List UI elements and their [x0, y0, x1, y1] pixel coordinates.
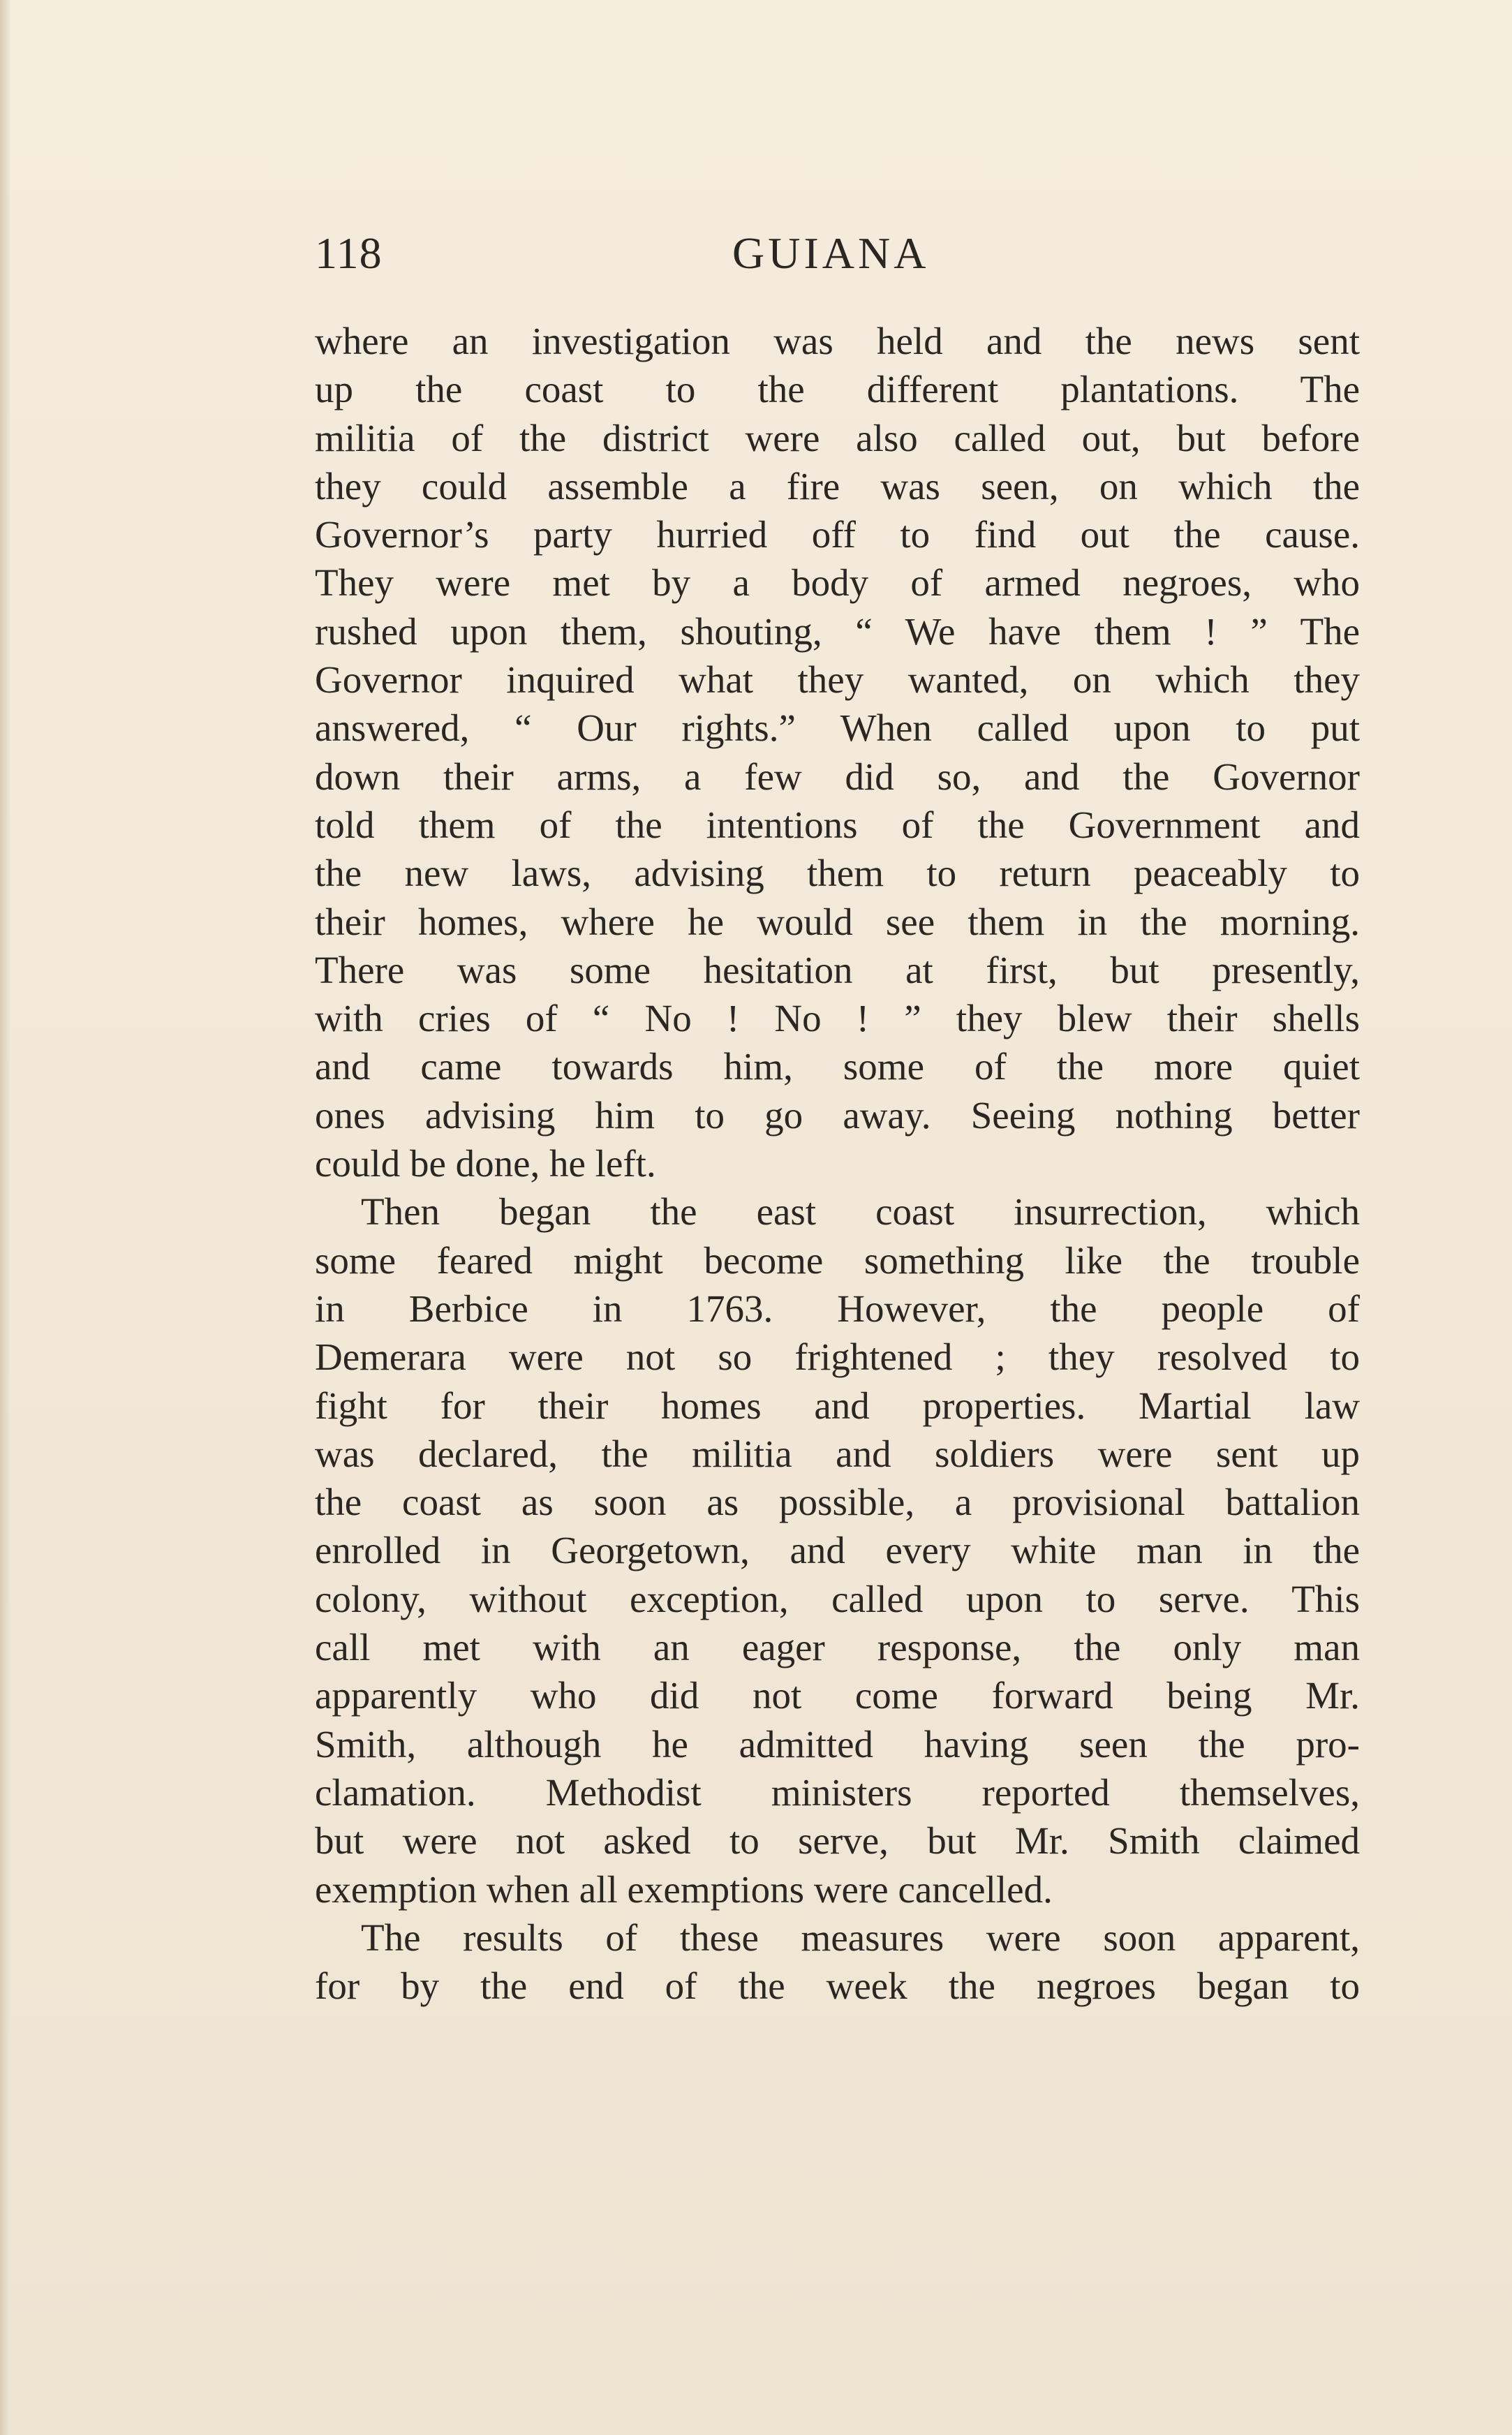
text-line: enrolled in Georgetown, and every white man in the [315, 1529, 1360, 1572]
text-line: ones advising him to go away. Seeing nothing better [315, 1093, 1360, 1137]
text-line: where an investigation was held and the news sent [315, 320, 1360, 362]
page-number: 118 [315, 228, 383, 278]
text-line: Demerara were not so frightened ; they resolved to [315, 1335, 1360, 1379]
text-line: some feared might become something like the trouble [315, 1238, 1360, 1282]
text-line: rushed upon them, shouting, “ We have them ! ” The [315, 609, 1360, 653]
text-line: They were met by a body of armed negroes, who [315, 561, 1360, 605]
text-line: answered, “ Our rights.” When called upon to put [315, 706, 1360, 750]
text-line: colony, without exception, called upon to serve. This [315, 1577, 1360, 1620]
running-header [315, 222, 1360, 285]
page-edge-shadow [0, 0, 10, 2435]
text-line: down their arms, a few did so, and the Governor [315, 755, 1360, 798]
body-text [315, 317, 1360, 2010]
text-line: exemption when all exemptions were cancelled. [315, 1867, 1053, 1911]
text-line: clamation. Methodist ministers reported themselves, [315, 1770, 1360, 1814]
text-line: apparently who did not come forward being Mr. [315, 1674, 1360, 1717]
text-line: the new laws, advising them to return peaceably to [315, 852, 1360, 895]
text-line: militia of the district were also called out, but before [315, 416, 1360, 459]
text-line: but were not asked to serve, but Mr. Smith claimed [315, 1819, 1360, 1863]
text-line: Governor’s party hurried off to find out the cause. [315, 513, 1360, 556]
text-line: call met with an eager response, the only man [315, 1626, 1360, 1669]
text-line: Smith, although he admitted having seen the pro- [315, 1722, 1360, 1766]
text-line: the coast as soon as possible, a provisional battalion [315, 1481, 1360, 1524]
text-line: There was some hesitation at first, but presently, [315, 948, 1360, 991]
running-title: GUIANA [732, 228, 930, 278]
text-line: was declared, the militia and soldiers were sent up [315, 1432, 1360, 1475]
text-line: told them of the intentions of the Government and [315, 803, 1360, 846]
text-line: for by the end of the week the negroes began to [315, 1964, 1360, 2008]
text-line: up the coast to the different plantations. The [315, 368, 1360, 411]
text-line: The results of these measures were soon apparent, [361, 1916, 1360, 1959]
text-line: could be done, he left. [315, 1142, 656, 1185]
text-line: and came towards him, some of the more quiet [315, 1045, 1360, 1088]
text-line: their homes, where he would see them in the morning. [315, 900, 1360, 943]
text-line: fight for their homes and properties. Martial law [315, 1384, 1360, 1427]
text-line: Governor inquired what they wanted, on which they [315, 658, 1360, 702]
text-line: in Berbice in 1763. However, the people of [315, 1287, 1360, 1330]
text-line: they could assemble a fire was seen, on which the [315, 464, 1360, 508]
text-line: with cries of “ No ! No ! ” they blew their shells [315, 997, 1360, 1040]
text-line: Then began the east coast insurrection, which [361, 1190, 1360, 1234]
